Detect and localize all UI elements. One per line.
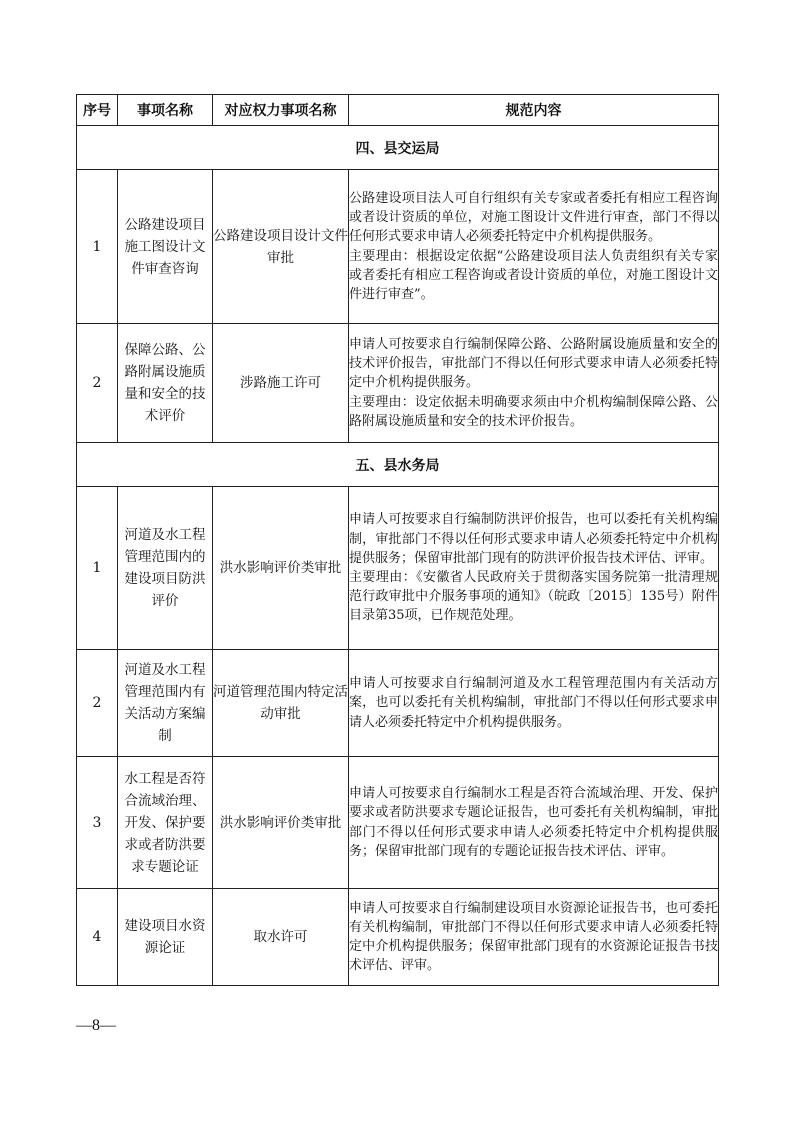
header-seq: 序号 bbox=[77, 95, 118, 126]
table-row bbox=[77, 487, 719, 650]
content-text: 申请人可按要求自行编制建设项目水资源论证报告书，也可委托有关机构编制，审批部门不得以任何形式要求申请人必须委托特定中介机构提供服务；保留审批部门现有的水资源论证报告书技术评估、评审。 bbox=[349, 900, 718, 974]
row-number: 1 bbox=[77, 487, 118, 650]
row-number: 3 bbox=[77, 757, 118, 889]
content-text: 申请人可按要求自行编制保障公路、公路附属设施质量和安全的技术评价报告，审批部门不得以任何形式要求申请人必须委托特定中介机构提供服务。 bbox=[349, 336, 718, 391]
item-name: 河道及水工程管理范围内有关活动方案编制 bbox=[118, 650, 213, 757]
reason-text: 主要理由：《安徽省人民政府关于贯彻落实国务院第一批清理规范行政审批中介服务事项的通知》（皖政〔2015〕135号）附件目录第35项，已作规范处理。 bbox=[349, 570, 718, 624]
table-row bbox=[77, 889, 719, 986]
table-row bbox=[77, 170, 719, 324]
content-cell bbox=[349, 757, 719, 889]
power-item-name: 洪水影响评价类审批 bbox=[213, 487, 349, 650]
table-row bbox=[77, 324, 719, 443]
section-row bbox=[77, 126, 719, 170]
table-row bbox=[77, 757, 719, 889]
content-cell bbox=[349, 487, 719, 650]
regulation-table bbox=[76, 94, 719, 986]
content-cell bbox=[349, 324, 719, 443]
item-name: 公路建设项目施工图设计文件审查咨询 bbox=[118, 170, 213, 324]
row-number: 1 bbox=[77, 170, 118, 324]
content-text: 申请人可按要求自行编制防洪评价报告，也可以委托有关机构编制，审批部门不得以任何形式要求申请人必须委托特定中介机构提供服务；保留审批部门现有的防洪评价报告技术评估、评审。 bbox=[349, 512, 718, 566]
content-text: 申请人可按要求自行编制水工程是否符合流域治理、开发、保护要求或者防洪要求专题论证报告，也可委托有关机构编制，审批部门不得以任何形式要求申请人必须委托特定中介机构提供服务；保留审批部门现有的专题论证报告技术评估、评审。 bbox=[349, 786, 718, 859]
section-title: 四、县交运局 bbox=[77, 126, 719, 170]
content-cell bbox=[349, 650, 719, 757]
item-name: 水工程是否符合流域治理、开发、保护要求或者防洪要求专题论证 bbox=[118, 757, 213, 889]
power-item-name: 洪水影响评价类审批 bbox=[213, 757, 349, 889]
section-title: 五、县水务局 bbox=[77, 443, 719, 487]
power-item-name: 涉路施工许可 bbox=[213, 324, 349, 443]
item-name: 河道及水工程管理范围内的建设项目防洪评价 bbox=[118, 487, 213, 650]
row-number: 2 bbox=[77, 650, 118, 757]
content-cell bbox=[349, 170, 719, 324]
header-power-item: 对应权力事项名称 bbox=[213, 95, 349, 126]
reason-text: 主要理由：设定依据未明确要求须由中介机构编制保障公路、公路附属设施质量和安全的技术评价报告。 bbox=[349, 394, 718, 429]
section-row bbox=[77, 443, 719, 487]
table-header-row bbox=[77, 95, 719, 126]
content-text: 公路建设项目法人可自行组织有关专家或者委托有相应工程咨询或者设计资质的单位，对施工图设计文件进行审查，部门不得以任何形式要求申请人必须委托特定中介机构提供服务。 bbox=[349, 190, 718, 245]
power-item-name: 河道管理范围内特定活动审批 bbox=[213, 650, 349, 757]
row-number: 4 bbox=[77, 889, 118, 986]
power-item-name: 取水许可 bbox=[213, 889, 349, 986]
row-number: 2 bbox=[77, 324, 118, 443]
content-text: 申请人可按要求自行编制河道及水工程管理范围内有关活动方案，也可以委托有关机构编制，审批部门不得以任何形式要求申请人必须委托特定中介机构提供服务。 bbox=[349, 676, 718, 730]
reason-text: 主要理由：根据设定依据“公路建设项目法人负责组织有关专家或者委托有相应工程咨询或者设计资质的单位，对施工图设计文件进行审查”。 bbox=[349, 248, 718, 302]
table-row bbox=[77, 650, 719, 757]
header-item-name: 事项名称 bbox=[118, 95, 213, 126]
header-content: 规范内容 bbox=[349, 95, 719, 126]
content-cell bbox=[349, 889, 719, 986]
item-name: 保障公路、公路附属设施质量和安全的技术评价 bbox=[118, 324, 213, 443]
item-name: 建设项目水资源论证 bbox=[118, 889, 213, 986]
power-item-name: 公路建设项目设计文件审批 bbox=[213, 170, 349, 324]
page-number: —8— bbox=[76, 1017, 116, 1034]
